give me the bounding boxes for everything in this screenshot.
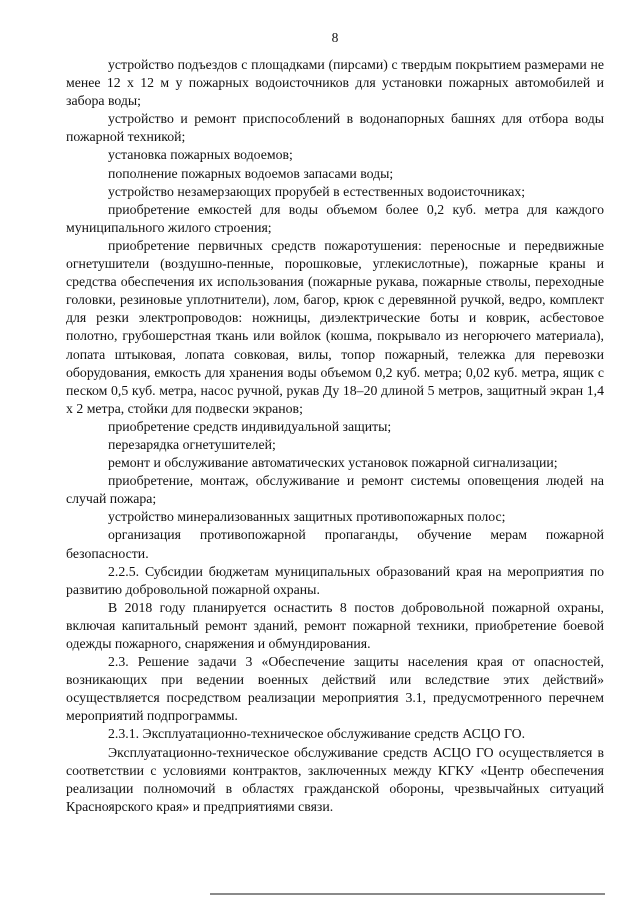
paragraph-section-2-3: 2.3. Решение задачи 3 «Обеспечение защиты населения края от опасностей, возникающих при ведении военных действий или вследствие этих действий» осуществляется посредством реализации мероприятия 3.1, предусмотренного перечнем мероприятий подпрограммы. <box>66 654 604 724</box>
paragraph-personal-protection: приобретение средств индивидуальной защиты; <box>108 418 392 434</box>
document-page <box>66 28 604 816</box>
paragraph-water-tanks: приобретение емкостей для воды объемом более 0,2 куб. метра для каждого муниципального жилого строения; <box>66 201 604 235</box>
paragraph-reservoir-refill: пополнение пожарных водоемов запасами воды; <box>108 165 394 181</box>
paragraph-alarm-maintenance: ремонт и обслуживание автоматических установок пожарной сигнализации; <box>108 455 558 471</box>
scan-edge-line <box>210 893 605 895</box>
paragraph-ice-holes: устройство незамерзающих прорубей в естественных водоисточниках; <box>108 183 526 199</box>
paragraph-firebreaks: устройство минерализованных защитных противопожарных полос; <box>108 509 506 525</box>
paragraph-reservoir-install: установка пожарных водоемов; <box>108 147 293 163</box>
paragraph-water-towers: устройство и ремонт приспособлений в водонапорных башнях для отбора воды пожарной техникой; <box>66 111 604 145</box>
paragraph-section-2-3-1: 2.3.1. Эксплуатационно-техническое обслуживание средств АСЦО ГО. <box>108 726 526 742</box>
page-number: 8 <box>331 30 339 45</box>
paragraph-warning-system: приобретение, монтаж, обслуживание и ремонт системы оповещения людей на случай пожара; <box>66 473 604 507</box>
paragraph-2018-plan: В 2018 году планируется оснастить 8 постов добровольной пожарной охраны, включая капитальный ремонт зданий, ремонт пожарной техники, приобретение боевой одежды пожарного, снаряжения и обмундирования. <box>66 599 604 651</box>
paragraph-section-2-2-5: 2.2.5. Субсидии бюджетам муниципальных образований края на мероприятия по развитию добровольной пожарной охраны. <box>66 563 604 597</box>
paragraph-piers: устройство подъездов с площадками (пирсами) с твердым покрытием размерами не менее 12 х 12 м у пожарных водоисточников для установки пожарных автомобилей и забора воды; <box>66 57 604 109</box>
paragraph-extinguisher-recharge: перезарядка огнетушителей; <box>108 436 276 452</box>
paragraph-maintenance-contracts: Эксплуатационно-техническое обслуживание средств АСЦО ГО осуществляется в соответствии с условиями контрактов, заключенных между КГКУ «Центр обеспечения реализации полномочий в областях гражданской обороны, чрезвычайных ситуаций Красноярского края» и предприятиями связи. <box>66 744 604 814</box>
paragraph-fire-safety-training: организация противопожарной пропаганды, обучение мерам пожарной безопасности. <box>66 527 604 561</box>
paragraph-primary-equipment: приобретение первичных средств пожаротушения: переносные и передвижные огнетушители (воздушно-пенные, порошковые, углекислотные), пожарные краны и средства обеспечения их использования (пожарные рукава, пожарные стволы, переходные головки, резиновые уплотнители), лом, багор, крюк с деревянной ручкой, ведро, комплект для резки электропроводов: ножницы, диэлектрические боты и коврик, асбестовое полотно, грубошерстная ткань или войлок (кошма, покрывало из негорючего материала), лопата штыковая, лопата совковая, вилы, топор пожарный, тележка для перевозки оборудования, емкость для хранения воды объемом 0,2 куб. метра; 0,02 куб. метра, ящик с песком 0,5 куб. метра, насос ручной, рукав Ду 18–20 длиной 5 метров, защитный экран 1,4 х 2 метра, стойки для подвески экранов; <box>66 237 604 416</box>
